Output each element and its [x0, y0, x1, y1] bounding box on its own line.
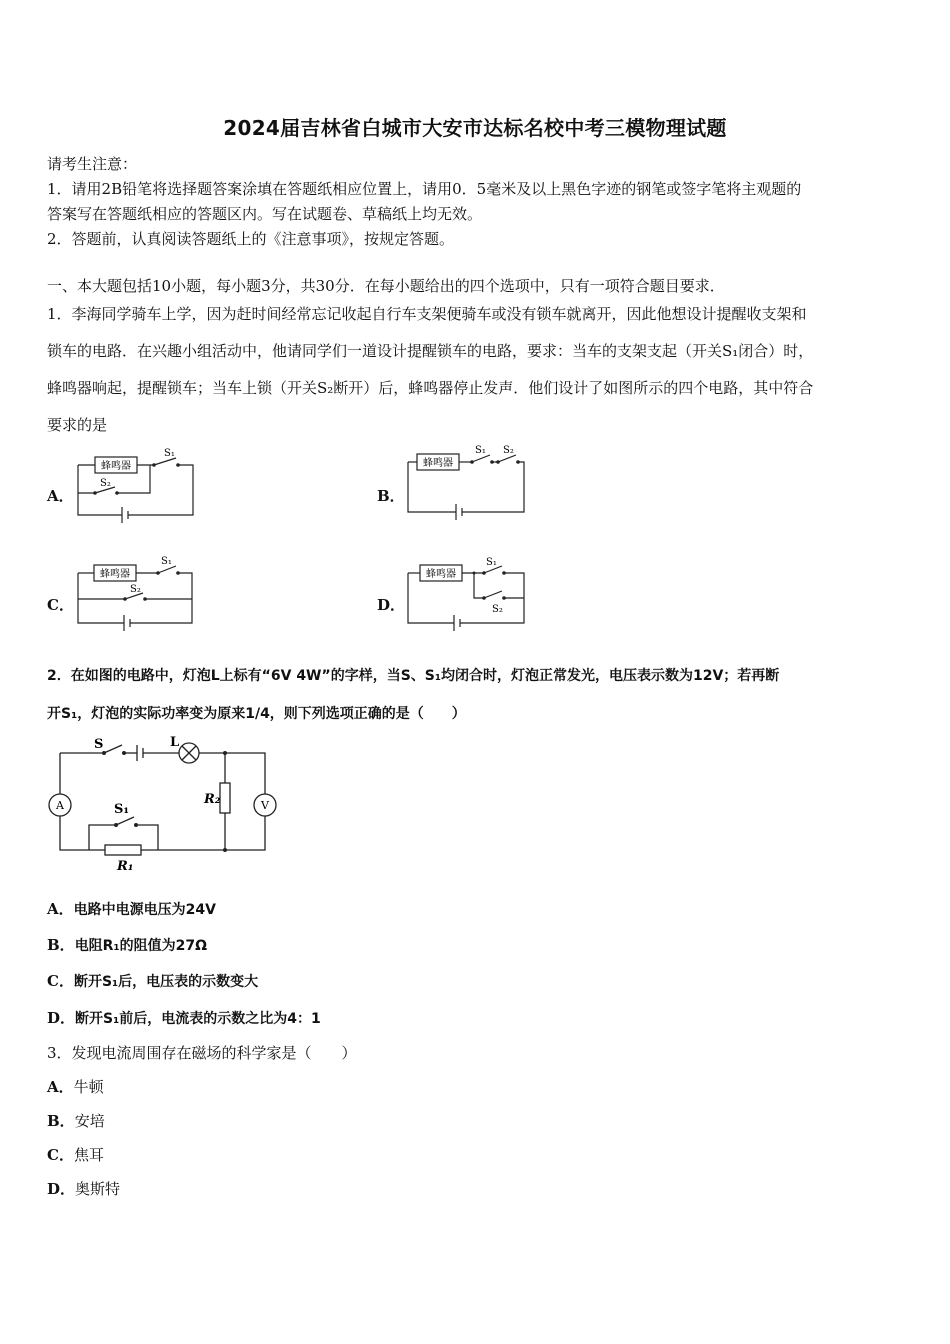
- q1-c-buzzer-label: 蜂鸣器: [100, 569, 130, 580]
- q2-fig-ammeter-label: A: [56, 799, 64, 812]
- q1-circuit-d: [400, 553, 530, 631]
- q3-option-a-text: 牛顿: [73, 1078, 104, 1096]
- q2-option-d-text: 断开S₁前后，电流表的示数之比为4：1: [75, 1011, 321, 1027]
- q2-fig-l-label: L: [170, 735, 180, 750]
- q2-fig-voltmeter-label: V: [261, 799, 269, 812]
- q1-a-s2-label: S₂: [100, 478, 111, 489]
- q2-option-c: C．断开S₁后，电压表的示数变大: [47, 972, 259, 990]
- q3-option-a: A．牛顿: [47, 1078, 104, 1096]
- q1-option-c-label: C．: [47, 596, 74, 614]
- page-title: 2024届吉林省白城市大安市达标名校中考三模物理试题: [223, 116, 727, 140]
- q3-option-b: B．安培: [47, 1112, 105, 1130]
- q2-option-b: B．电阻R₁的阻值为27Ω: [47, 936, 207, 954]
- q3-option-d: D．奥斯特: [47, 1180, 121, 1198]
- q1-d-s2-label: S₂: [492, 604, 503, 615]
- q1-circuit-c: [70, 553, 200, 631]
- q1-d-s1-label: S₁: [486, 557, 497, 568]
- q2-option-b-text: 电阻R₁的阻值为27Ω: [74, 938, 207, 954]
- q3-option-c: C．焦耳: [47, 1146, 104, 1164]
- q2-option-d: D．断开S₁前后，电流表的示数之比为4：1: [47, 1009, 321, 1027]
- q2-circuit: [44, 733, 284, 875]
- notice-heading: 请考生注意：: [47, 155, 138, 173]
- q1-option-d-label: D．: [377, 596, 406, 614]
- q2-option-c-text: 断开S₁后，电压表的示数变大: [73, 974, 259, 990]
- q1-text-line-3: 蜂鸣器响起，提醒锁车；当车上锁（开关S₂断开）后，蜂鸣器停止发声．他们设计了如图所示的四个电路，其中符合: [47, 379, 814, 397]
- notice-item-1a: 1．请用2B铅笔将选择题答案涂填在答题纸相应位置上，请用0．5毫米及以上黑色字迹的钢笔或签字笔将主观题的: [47, 180, 802, 198]
- q3-option-b-text: 安培: [74, 1112, 105, 1130]
- q3-option-c-text: 焦耳: [73, 1146, 104, 1164]
- q2-fig-r1-label: R₁: [117, 859, 134, 874]
- q2-fig-s-label: S: [94, 737, 104, 752]
- q1-text-line-4: 要求的是: [47, 416, 108, 434]
- notice-item-1b: 答案写在答题纸相应的答题区内。写在试题卷、草稿纸上均无效。: [47, 205, 483, 223]
- q1-circuit-a: [70, 445, 210, 523]
- q2-option-a: A．电路中电源电压为24V: [47, 900, 216, 918]
- q1-b-buzzer-label: 蜂鸣器: [423, 458, 453, 469]
- section-heading: 一、本大题包括10小题，每小题3分，共30分．在每小题给出的四个选项中，只有一项符合题目要求．: [47, 277, 725, 295]
- notice-item-2: 2．答题前，认真阅读答题纸上的《注意事项》，按规定答题。: [47, 230, 455, 248]
- q1-option-b-label: B．: [377, 487, 405, 505]
- q2-text-line-1: 2．在如图的电路中，灯泡L上标有“6V 4W”的字样，当S、S₁均闭合时，灯泡正常发光，电压表示数为12V；若再断: [47, 668, 780, 684]
- q1-option-a-label: A．: [47, 487, 74, 505]
- q1-d-buzzer-label: 蜂鸣器: [426, 569, 456, 580]
- q1-b-s1-label: S₁: [475, 445, 486, 456]
- q3-question: 3．发现电流周围存在磁场的科学家是（ ）: [47, 1044, 357, 1062]
- q1-c-s1-label: S₁: [161, 556, 172, 567]
- q1-a-buzzer-label: 蜂鸣器: [101, 461, 131, 472]
- q2-option-a-text: 电路中电源电压为24V: [73, 902, 216, 918]
- q1-b-s2-label: S₂: [503, 445, 514, 456]
- q1-c-s2-label: S₂: [130, 584, 141, 595]
- q1-text-line-2: 锁车的电路．在兴趣小组活动中，他请同学们一道设计提醒锁车的电路，要求：当车的支架支起（开关S₁闭合）时，: [47, 342, 814, 360]
- q1-a-s1-label: S₁: [164, 448, 175, 459]
- q3-option-d-text: 奥斯特: [75, 1180, 121, 1198]
- q1-text-line-1: 1．李海同学骑车上学，因为赶时间经常忘记收起自行车支架便骑车或没有锁车就离开，因此他想设计提醒收支架和: [47, 305, 807, 323]
- q2-fig-s1-label: S₁: [114, 802, 130, 817]
- q2-fig-r2-label: R₂: [204, 792, 221, 807]
- q2-text-line-2: 开S₁，灯泡的实际功率变为原来1/4，则下列选项正确的是（ ）: [47, 706, 466, 722]
- q1-circuit-b: [400, 440, 530, 522]
